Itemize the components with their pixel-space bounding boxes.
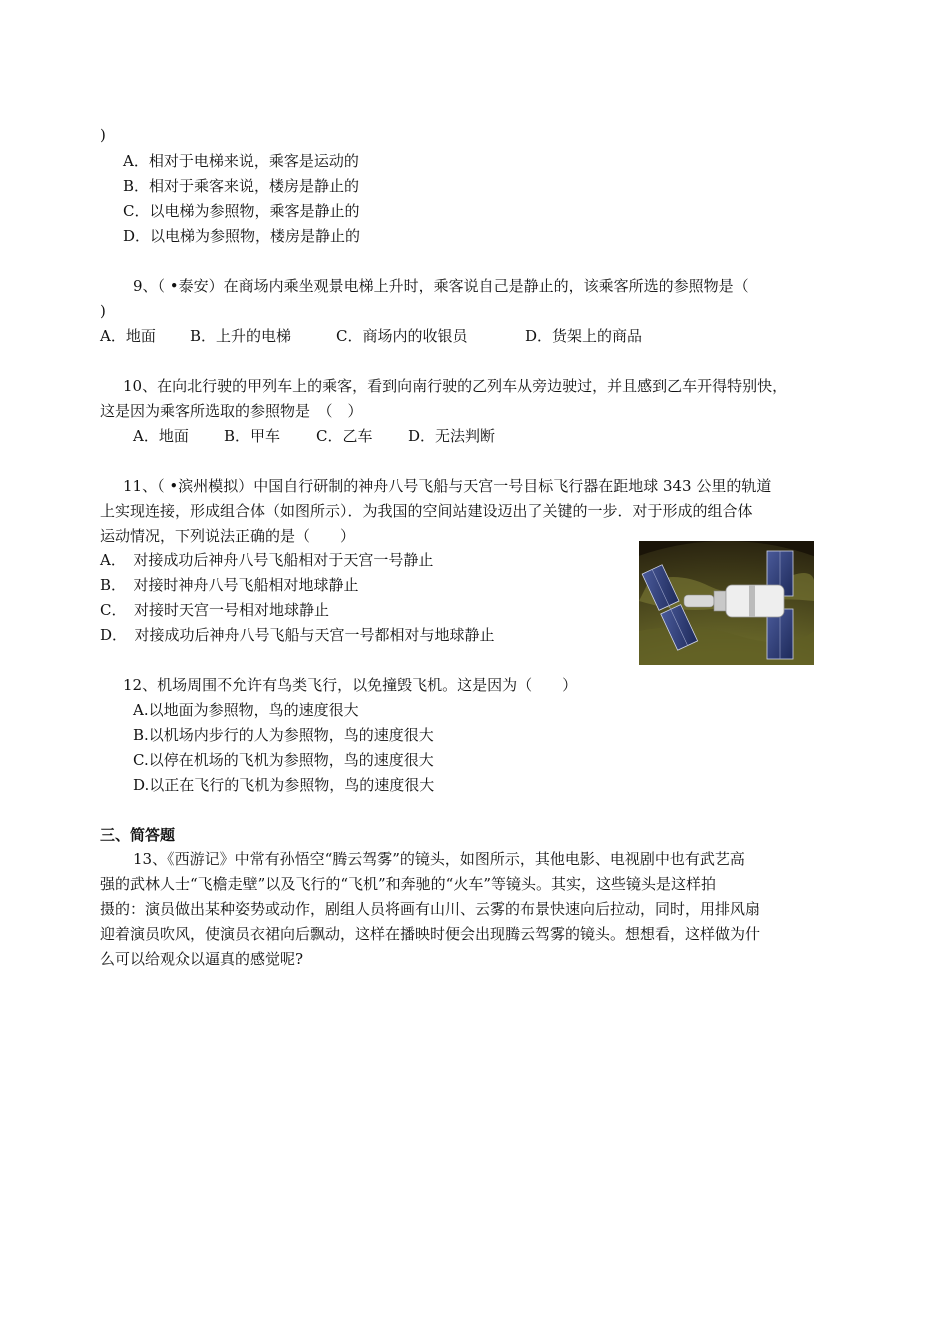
q13-line1: 13、《西游记》中常有孙悟空“腾云驾雾”的镜头，如图所示，其他电影、电视剧中也有武艺高 — [133, 850, 745, 868]
q9-stem: 9、（ •泰安）在商场内乘坐观景电梯上升时，乘客说自己是静止的，该乘客所选的参照物是（ — [133, 277, 749, 295]
q10-option-d: D．无法判断 — [408, 427, 496, 445]
q13-line2: 强的武林人士“飞檐走壁”以及飞行的“飞机”和奔驰的“火车”等镜头。其实，这些镜头是这样拍 — [100, 875, 717, 893]
q9-option-a: A．地面 — [100, 327, 156, 345]
q9-option-c: C．商场内的收银员 — [336, 327, 468, 345]
q8-paren-close: ) — [100, 126, 106, 144]
q11-option-b: B． 对接时神舟八号飞船相对地球静止 — [100, 576, 359, 594]
q8-option-a: A．相对于电梯来说，乘客是运动的 — [123, 152, 359, 170]
q12-option-a: A.以地面为参照物，鸟的速度很大 — [133, 701, 359, 719]
q12-option-b: B.以机场内步行的人为参照物，鸟的速度很大 — [133, 726, 434, 744]
q9-paren-close: ) — [100, 302, 106, 320]
q11-option-a: A． 对接成功后神舟八号飞船相对于天宫一号静止 — [100, 551, 434, 569]
q9-option-b: B．上升的电梯 — [190, 327, 292, 345]
q11-option-c: C． 对接时天宫一号相对地球静止 — [100, 601, 329, 619]
q8-option-b: B．相对于乘客来说，楼房是静止的 — [123, 177, 360, 195]
q11-stem-line2: 上实现连接，形成组合体（如图所示）．为我国的空间站建设迈出了关键的一步．对于形成的组合体 — [100, 502, 753, 520]
q12-stem: 12、机场周围不允许有鸟类飞行，以免撞毁飞机。这是因为（ ） — [123, 676, 578, 694]
q13-line5: 么可以给观众以逼真的感觉呢? — [100, 950, 304, 968]
q11-option-d: D． 对接成功后神舟八号飞船与天宫一号都相对与地球静止 — [100, 626, 495, 644]
q10-option-a: A．地面 — [133, 427, 189, 445]
q13-line3: 摄的：演员做出某种姿势或动作，剧组人员将画有山川、云雾的布景快速向后拉动，同时，用排风扇 — [100, 900, 761, 918]
spacecraft-docking-illustration — [639, 541, 814, 665]
q8-option-d: D．以电梯为参照物，楼房是静止的 — [123, 227, 361, 245]
q9-option-d: D．货架上的商品 — [525, 327, 643, 345]
q10-option-c: C．乙车 — [316, 427, 373, 445]
q11-stem-line3: 运动情况，下列说法正确的是（ ） — [100, 527, 356, 545]
q11-stem-line1: 11、（ •滨州模拟）中国自行研制的神舟八号飞船与天宫一号目标飞行器在距地球 343 公里的轨道 — [123, 477, 772, 495]
q10-stem-line1: 10、在向北行驶的甲列车上的乘客，看到向南行驶的乙列车从旁边驶过，并且感到乙车开得特别快， — [123, 377, 788, 395]
q12-option-d: D.以正在飞行的飞机为参照物，鸟的速度很大 — [133, 776, 435, 794]
q8-option-c: C．以电梯为参照物，乘客是静止的 — [123, 202, 360, 220]
q10-stem-line2: 这是因为乘客所选取的参照物是 （ ） — [100, 402, 363, 420]
q10-option-b: B．甲车 — [224, 427, 281, 445]
q12-option-c: C.以停在机场的飞机为参照物，鸟的速度很大 — [133, 751, 434, 769]
section-heading-short-answer: 三、简答题 — [100, 826, 176, 844]
spacecraft-docking-image — [639, 541, 814, 665]
q13-line4: 迎着演员吹风，使演员衣裙向后飘动，这样在播映时便会出现腾云驾雾的镜头。想想看，这样做为什 — [100, 925, 761, 943]
